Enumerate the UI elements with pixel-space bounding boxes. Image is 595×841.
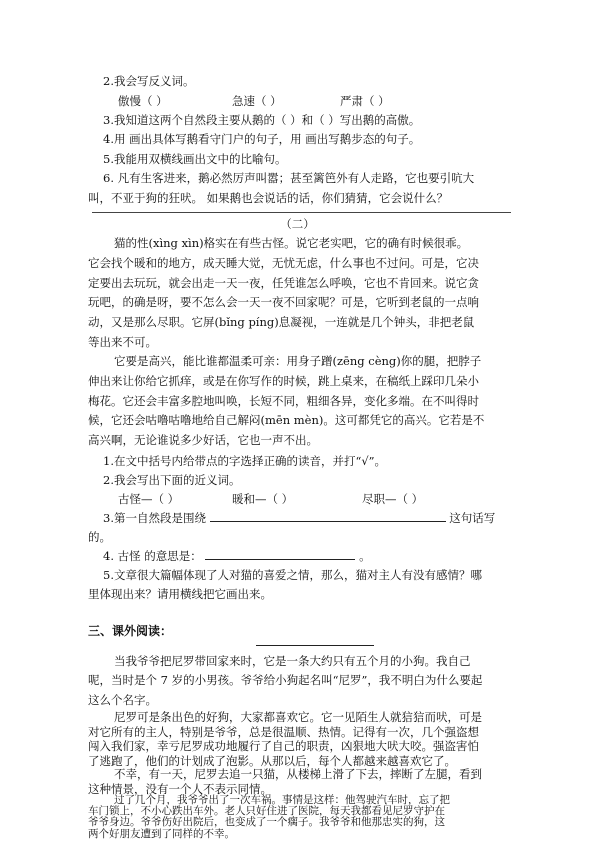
- cat-passage-p2: [88, 352, 518, 451]
- synonym-item-2: 暖和—（ ）: [232, 492, 294, 506]
- passage-line: 动，又是那么尽职。它屏(bǐng píng)息凝视，一连就是几个钟头，非把老鼠: [88, 315, 475, 330]
- q3-answer-blank[interactable]: [210, 511, 446, 522]
- passage-line: 两个好朋友遭到了同样的不幸。: [88, 827, 235, 840]
- q2-antonym: 2.我会写反义词。: [103, 74, 195, 88]
- dog-passage-p1: [88, 652, 518, 710]
- passage-line: 高兴啊，无论谁说多少好话，它也一声不出。: [88, 433, 318, 448]
- passage-line: 爷爷身边。爷爷伤好出院后，也变成了一个瘸子。我爷爷和他那忠实的狗，这: [88, 816, 445, 829]
- passage-line: 等出来不可。: [88, 334, 157, 349]
- passage-line: 这么个名字。: [88, 692, 157, 707]
- section-label-2: （二）: [280, 217, 315, 231]
- passage-line: 梅花。它还会丰富多腔地叫唤，长短不同，粗细各异，变化多端。在不叫得时: [88, 393, 479, 408]
- cat-passage-p1: [88, 234, 518, 353]
- passage-line: 玩吧，的确是呀，要不怎么会一天一夜不回家呢？可是，它听到老鼠的一点响: [88, 295, 479, 310]
- cat-q5-line1: 5.文章很大篇幅体现了人对猫的喜爱之情，那么，猫对主人有没有感情？哪: [103, 568, 482, 582]
- passage-line: 了逃跑了，他们的计划成了泡影。从那以后，每个人都越来越喜欢它了。: [88, 753, 456, 768]
- passage-line: 对它所有的主人，特别是爷爷，总是很温顺、热情。记得有一次，几个强盗想: [88, 724, 479, 739]
- q4-answer-blank[interactable]: [205, 549, 355, 560]
- q3-suffix: 这句话写: [449, 511, 496, 525]
- antonym-item-1: 傲慢（ ）: [118, 94, 168, 108]
- synonym-item-3: 尽职—（ ）: [362, 492, 424, 506]
- passage-line: 过了几个月，我爷爷出了一次车祸。事情是这样：他驾驶汽车时，忘了把: [114, 794, 450, 806]
- passage-line: 车门锁上，不小心跌出车外。老人只好住进了医院，每天我都看见尼罗守护在: [88, 805, 445, 818]
- q3-goose: 3.我知道这两个自然段主要从鹅的（ ）和（ ）写出鹅的高傲。: [103, 113, 421, 127]
- q5-goose: 5.我能用双横线画出文中的比喻句。: [103, 152, 287, 166]
- antonym-item-3: 严肃（ ）: [340, 94, 390, 108]
- antonym-item-2: 急速（ ）: [232, 94, 282, 108]
- cat-q1: 1.在文中括号内给带点的字选择正确的读音，并打“√”。: [103, 454, 387, 468]
- passage-line: 尼罗可是条出色的好狗，大家都喜欢它。它一见陌生人就狺狺而吠，可是: [114, 710, 482, 724]
- passage-line: 不幸，有一天，尼罗去追一只猫，从楼梯上滑了下去，摔断了左腿，看到: [114, 767, 482, 781]
- passage-line: 呢，当时是个 7 岁的小男孩。爷爷给小狗起名叫“尼罗”，我不明白为什么要起: [88, 673, 483, 688]
- passage-line: 它要是高兴，能比谁都温柔可亲：用身子蹭(zēng cèng)你的腿，把脖子: [114, 354, 482, 368]
- q4-suffix: 。: [359, 549, 371, 563]
- cat-q3-end: 的。: [88, 530, 111, 544]
- passage-line: 候，它还会咕噜咕噜地给自己解闷(mēn mèn)。这可都凭它的高兴。它若是不: [88, 413, 485, 428]
- q6-line1: 6. 凡有生客进来，鹅必然厉声叫嚣；甚至篱笆外有人走路，它也要引吭大: [103, 171, 475, 185]
- synonym-item-1: 古怪—（ ）: [118, 492, 180, 506]
- passage-line: 这种情景，没有一个人不表示同情。: [88, 781, 272, 796]
- passage-line: 定要出去玩玩，就会出走一天一夜，任凭谁怎么呼唤，它也不肯回来。说它贪: [88, 275, 479, 290]
- passage-line: 猫的性(xìng xìn)格实在有些古怪。说它老实吧，它的确有时候很乖。: [114, 236, 469, 250]
- section-heading-extracurricular: 三、课外阅读：: [88, 624, 173, 638]
- dog-passage-p3: [88, 767, 518, 796]
- q4-prefix: 4. 古怪 的意思是：: [103, 549, 202, 563]
- dog-passage-p2: [88, 710, 518, 768]
- dog-passage-p4: [88, 795, 518, 840]
- q3-prefix: 3.第一自然段是围绕: [103, 511, 206, 525]
- passage-line: 当我爷爷把尼罗带回家来时，它是一条大约只有五个月的小狗。我自己: [114, 654, 471, 668]
- q6-line2: 叫，不亚于狗的狂吠。 如果鹅也会说话的话，你们猜猜，它会说什么？: [88, 191, 449, 205]
- section-divider: [92, 212, 511, 213]
- passage-line: 伸出来让你给它抓痒，或是在你写作的时候，跳上桌来，在稿纸上踩印几朵小: [88, 373, 479, 388]
- title-blank[interactable]: [256, 645, 374, 646]
- cat-q5-line2: 里体现出来？请用横线把它画出来。: [88, 587, 272, 601]
- passage-line: 闯入我们家，幸亏尼罗成功地履行了自己的职责，凶狠地大吠大咬。强盗害怕: [88, 739, 479, 754]
- q4-goose: 4.用 画出具体写鹅看守门户的句子，用 画出写鹅步态的句子。: [103, 132, 421, 146]
- cat-q3: [103, 510, 595, 526]
- cat-q2: 2.我会写出下面的近义词。: [103, 473, 241, 487]
- passage-line: 它会找个暖和的地方，成天睡大觉，无忧无虑，什么事也不过问。可是，它决: [88, 255, 479, 270]
- cat-q4: [103, 548, 595, 564]
